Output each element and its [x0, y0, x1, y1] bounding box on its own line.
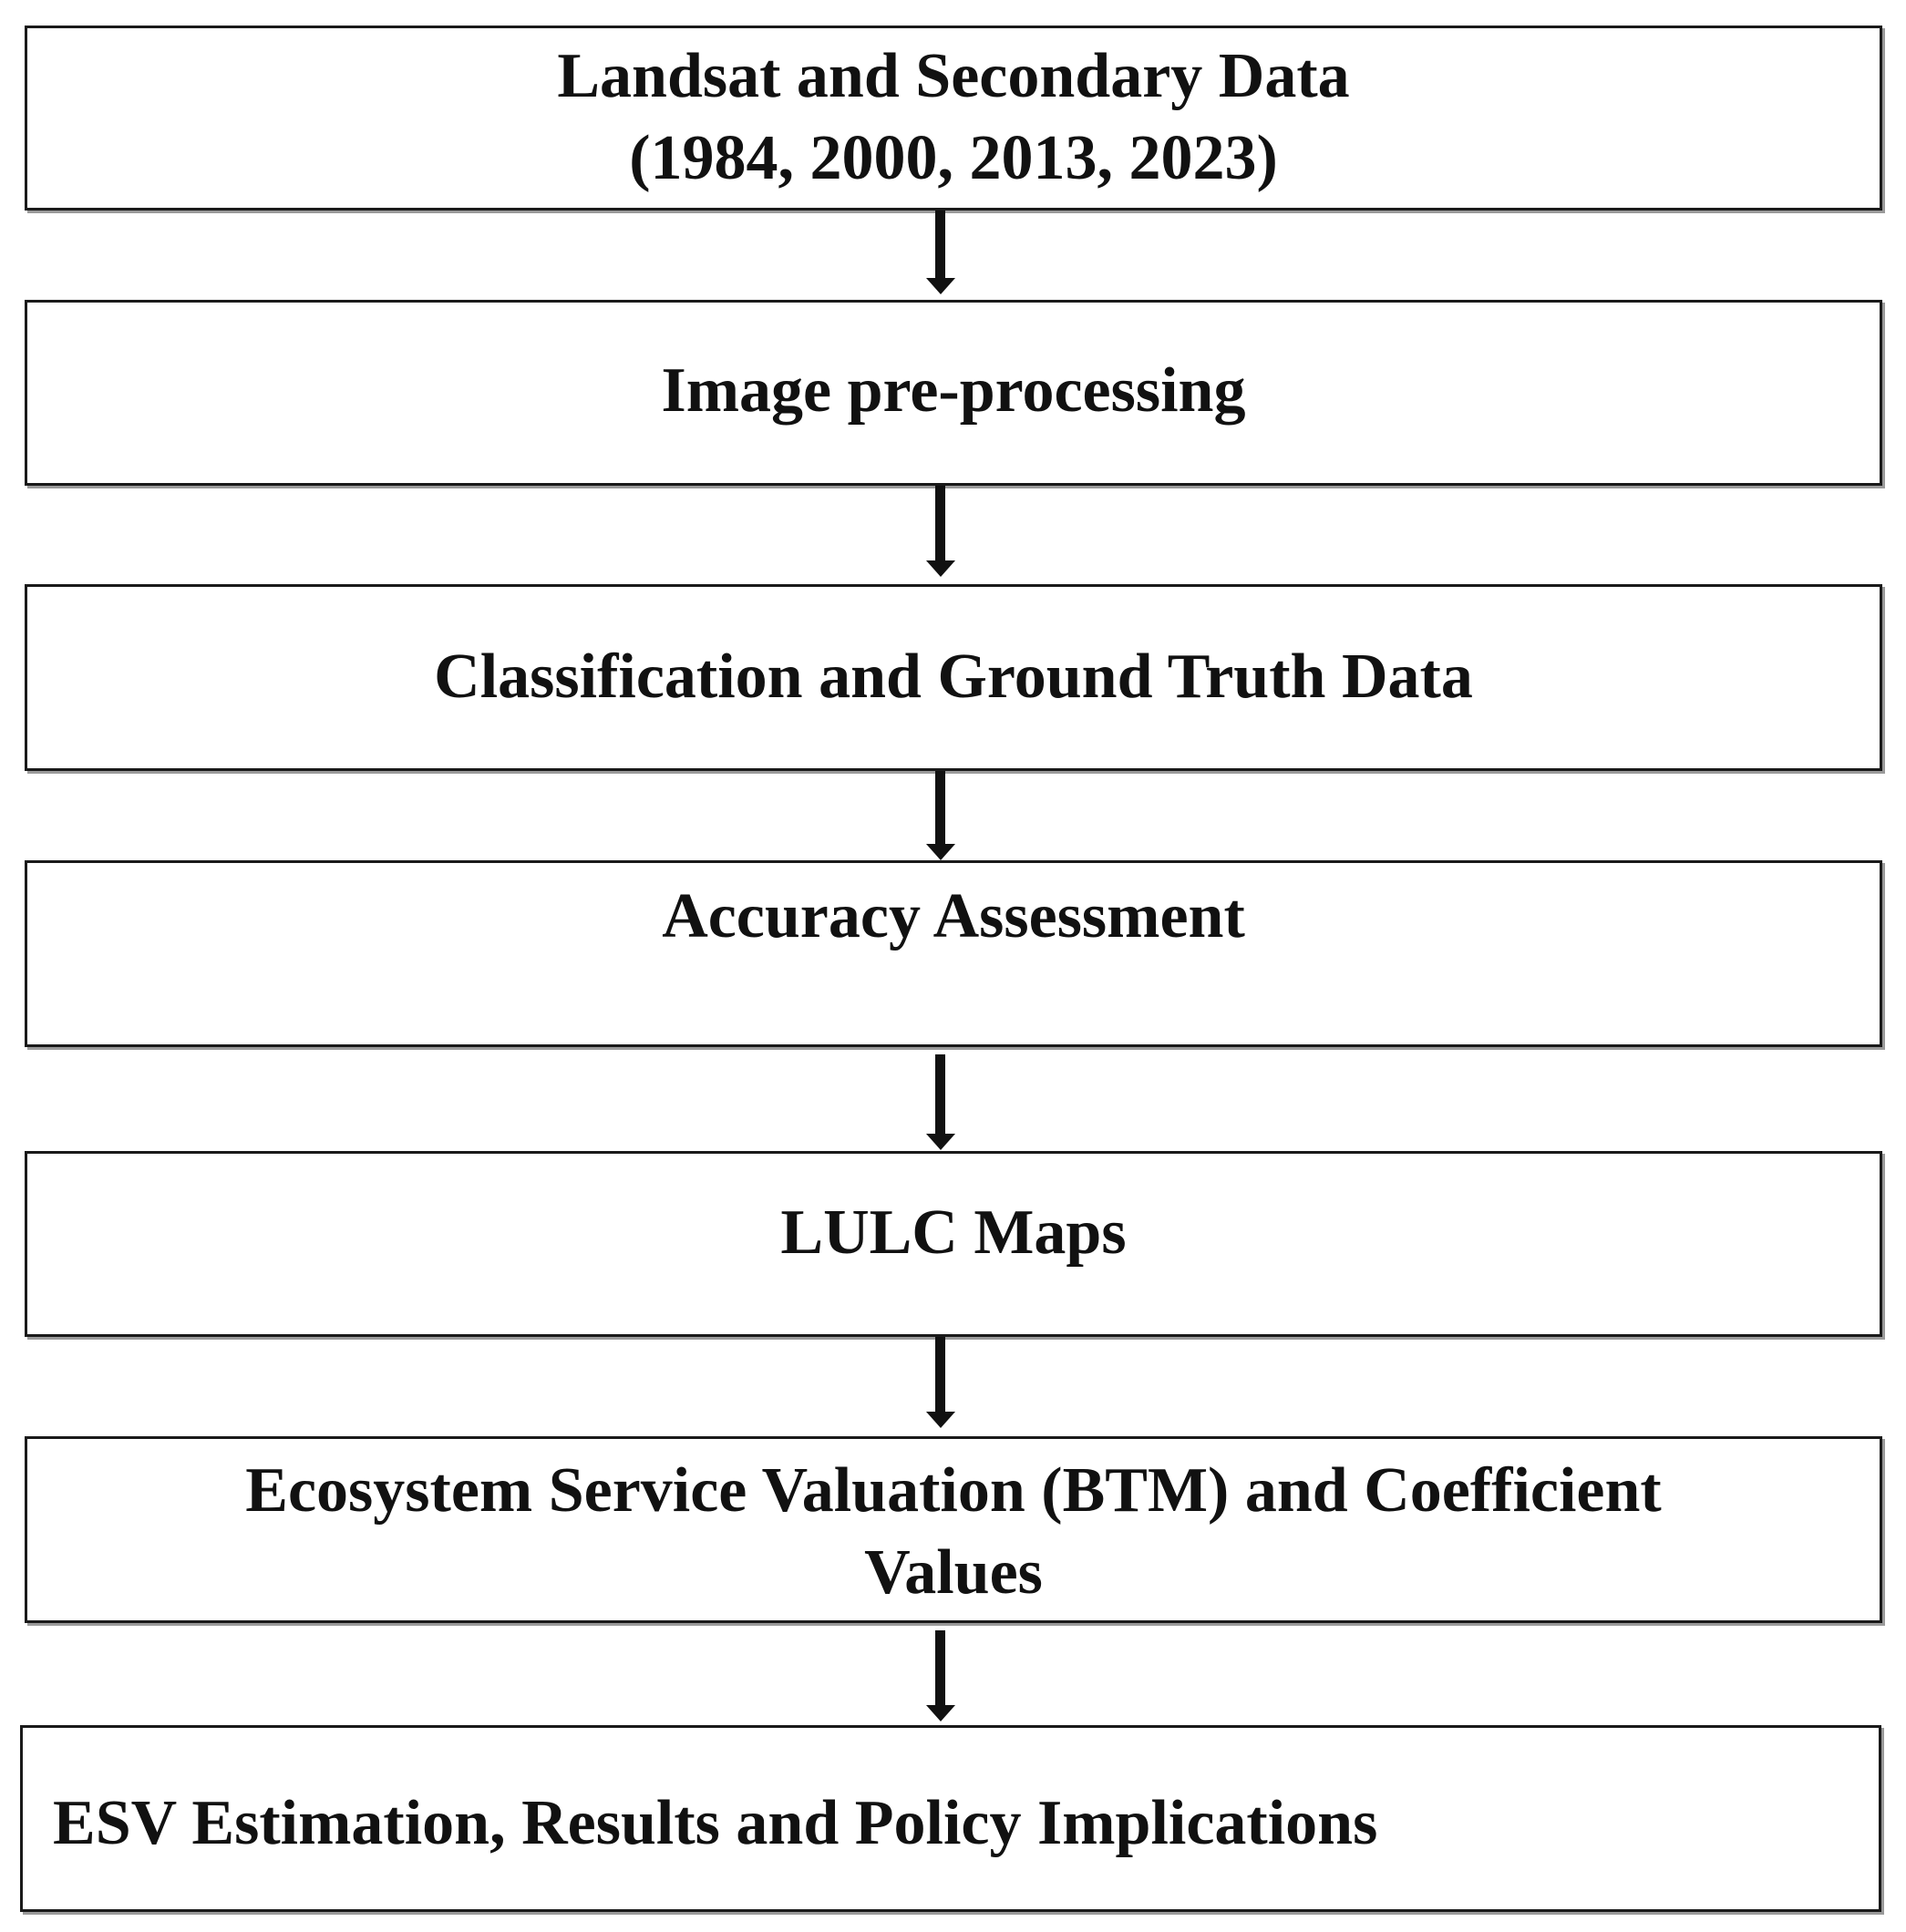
- step-image-preprocessing: [25, 300, 1882, 486]
- arrow-3: [922, 771, 959, 860]
- arrow-4: [922, 1054, 959, 1150]
- arrow-5: [922, 1337, 959, 1428]
- arrow-6: [922, 1630, 959, 1721]
- step-landsat-data: [25, 26, 1882, 211]
- step-image-preprocessing-label: Image pre-processing: [661, 355, 1246, 426]
- step-landsat-data-label: Landsat and Secondary Data (1984, 2000, 2013, 2023): [557, 41, 1350, 193]
- step-classification: [25, 584, 1882, 771]
- step-esv-estimation-label: ESV Estimation, Results and Policy Implications: [53, 1788, 1378, 1858]
- step-accuracy-assessment: [25, 860, 1882, 1047]
- arrow-1: [922, 211, 959, 294]
- step-ecosystem-service-valuation: [25, 1436, 1882, 1623]
- step-classification-label: Classification and Ground Truth Data: [434, 642, 1473, 712]
- step-esv-estimation: [20, 1725, 1881, 1912]
- step-accuracy-assessment-label: Accuracy Assessment: [662, 881, 1245, 951]
- step-lulc-maps: [25, 1151, 1882, 1337]
- arrow-2: [922, 486, 959, 577]
- step-lulc-maps-label: LULC Maps: [780, 1197, 1127, 1268]
- step-ecosystem-service-valuation-label: Ecosystem Service Valuation (BTM) and Coefficient Values: [245, 1455, 1662, 1608]
